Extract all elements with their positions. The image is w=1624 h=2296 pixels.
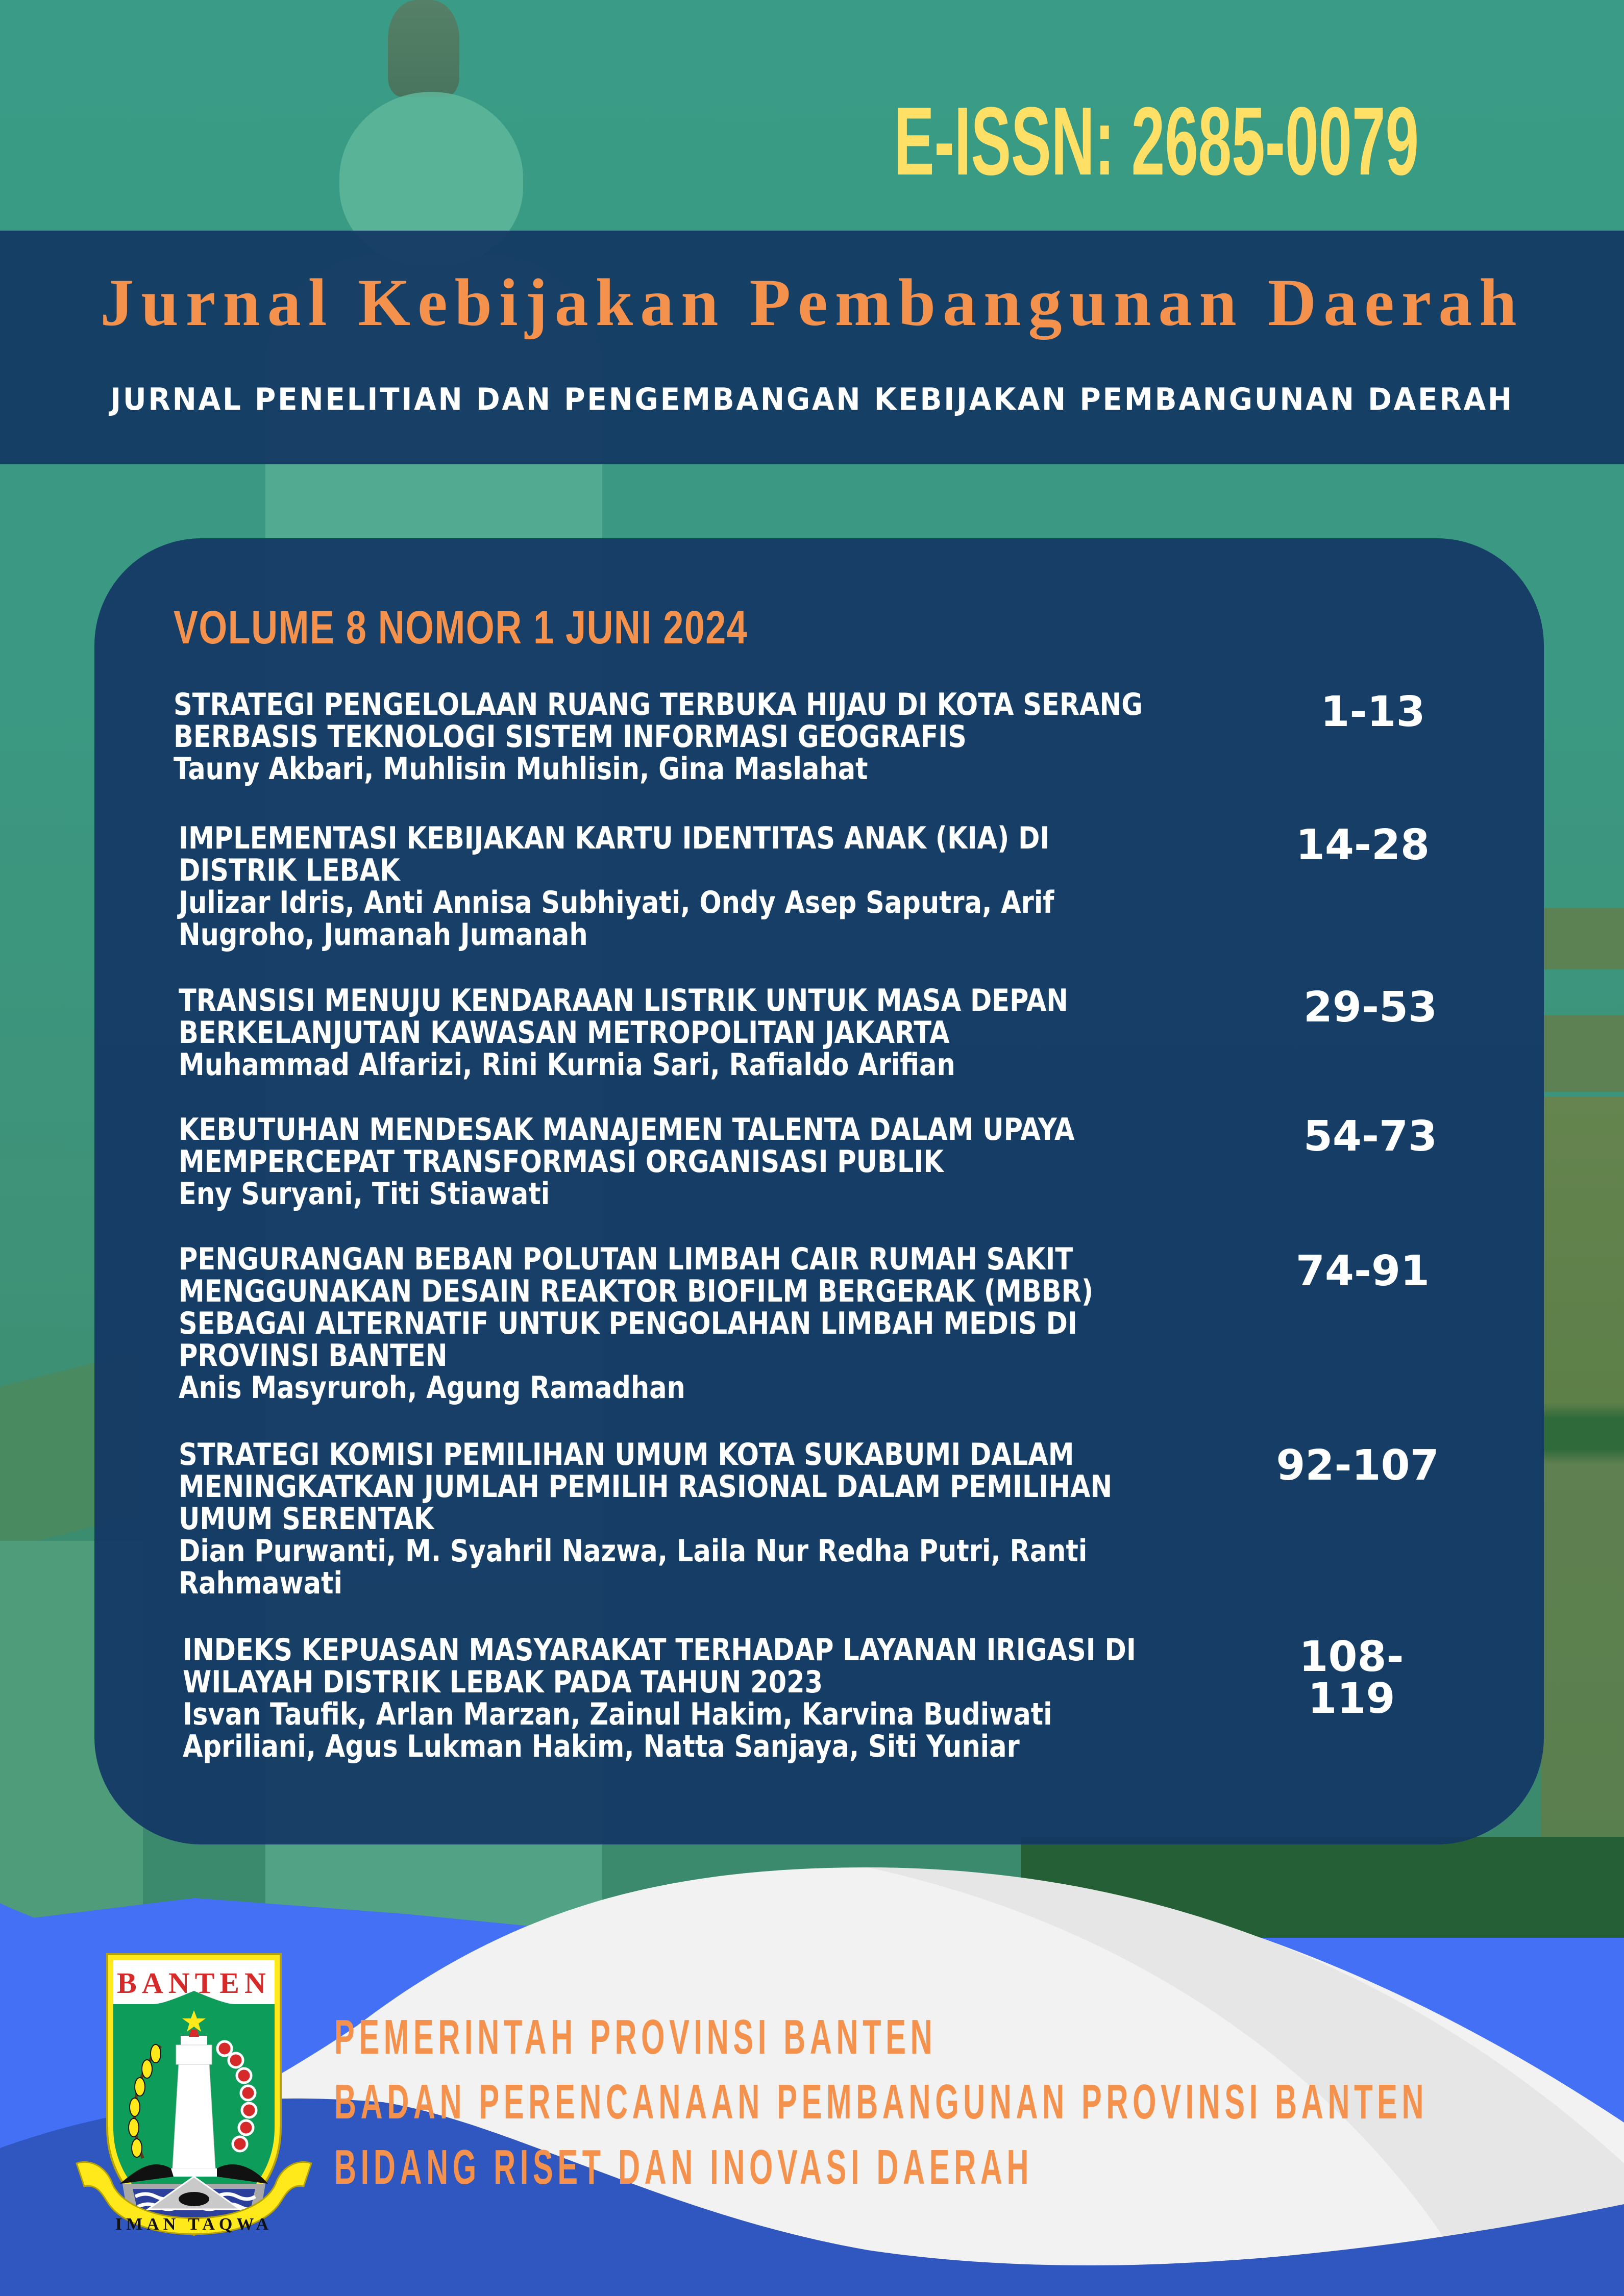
author-line: Anis Masyruroh, Agung Ramadhan: [179, 1370, 685, 1406]
tower-ornament: [388, 0, 459, 97]
title-line: STRATEGI PENGELOLAAN RUANG TERBUKA HIJAU DI KOTA SERANG: [174, 687, 1143, 722]
author-line: Tauny Akbari, Muhlisin Muhlisin, Gina Maslahat: [174, 751, 868, 787]
article-title: [183, 1634, 1207, 1699]
author-line: Nugroho, Jumanah Jumanah: [179, 917, 588, 953]
author-line: Isvan Taufik, Arlan Marzan, Zainul Hakim, Karvina Budiwati: [183, 1696, 1052, 1732]
footer-org-line-2: BADAN PERENCANAAN PEMBANGUNAN PROVINSI BANTEN: [334, 2075, 1429, 2129]
author-line: Muhammad Alfarizi, Rini Kurnia Sari, Rafialdo Arifian: [179, 1047, 955, 1083]
title-line: UMUM SERENTAK: [179, 1501, 434, 1537]
logo-motto: IMAN TAQWA: [115, 2215, 273, 2234]
title-line: TRANSISI MENUJU KENDARAAN LISTRIK UNTUK MASA DEPAN: [179, 983, 1068, 1018]
page-range: 74-91: [1295, 1247, 1430, 1295]
banten-coat-of-arms-icon: [71, 1944, 316, 2245]
title-line: IMPLEMENTASI KEBIJAKAN KARTU IDENTITAS ANAK (KIA) DI: [179, 820, 1050, 856]
volume-issue-label: VOLUME 8 NOMOR 1 JUNI 2024: [174, 602, 748, 654]
article-authors: [174, 753, 1197, 785]
issn-label: E-ISSN: 2685-0079: [894, 87, 1419, 195]
article-entry: [179, 1114, 1557, 1210]
article-title: [179, 822, 1202, 887]
article-entry: [179, 822, 1557, 951]
journal-title: Jurnal Kebijakan Pembangunan Daerah: [100, 265, 1524, 340]
page-range: 108-119: [1299, 1633, 1404, 1723]
title-line: INDEKS KEPUASAN MASYARAKAT TERHADAP LAYANAN IRIGASI DI: [183, 1632, 1136, 1668]
footer-org-line-3: BIDANG RISET DAN INOVASI DAERAH: [334, 2140, 1034, 2194]
article-title: [179, 1243, 1202, 1372]
article-entry: [174, 689, 1552, 785]
author-line: Rahmawati: [179, 1565, 342, 1601]
page-range: 29-53: [1303, 983, 1438, 1032]
page-range: 92-107: [1276, 1441, 1439, 1490]
journal-subtitle: JURNAL PENELITIAN DAN PENGEMBANGAN KEBIJAKAN PEMBANGUNAN DAERAH: [110, 382, 1514, 417]
title-line: MEMPERCEPAT TRANSFORMASI ORGANISASI PUBLIK: [179, 1144, 944, 1180]
author-line: Dian Purwanti, M. Syahril Nazwa, Laila Nur Redha Putri, Ranti: [179, 1533, 1088, 1569]
article-entry: [179, 985, 1557, 1081]
article-entry: [179, 1439, 1557, 1600]
article-authors: [179, 1049, 1202, 1081]
article-authors: [179, 1372, 1202, 1404]
article-title: [179, 1114, 1202, 1178]
article-authors: [183, 1696, 1207, 1764]
logo-top-text: BANTEN: [117, 1966, 271, 2000]
article-entry: [183, 1634, 1561, 1763]
article-entry: [179, 1243, 1557, 1404]
article-title: [174, 689, 1197, 753]
title-line: WILAYAH DISTRIK LEBAK PADA TAHUN 2023: [183, 1664, 823, 1700]
page-range: 14-28: [1295, 821, 1430, 869]
title-line: MENINGKATKAN JUMLAH PEMILIH RASIONAL DALAM PEMILIHAN: [179, 1469, 1113, 1505]
title-line: STRATEGI KOMISI PEMILIHAN UMUM KOTA SUKABUMI DALAM: [179, 1437, 1074, 1473]
article-authors: [179, 1535, 1202, 1600]
article-authors: [179, 887, 1202, 951]
author-line: Julizar Idris, Anti Annisa Subhiyati, Ondy Asep Saputra, Arif: [179, 885, 1054, 920]
title-line: SEBAGAI ALTERNATIF UNTUK PENGOLAHAN LIMBAH MEDIS DI: [179, 1306, 1077, 1341]
title-line: PROVINSI BANTEN: [179, 1338, 448, 1374]
author-line: Eny Suryani, Titi Stiawati: [179, 1176, 550, 1212]
title-line: KEBUTUHAN MENDESAK MANAJEMEN TALENTA DALAM UPAYA: [179, 1112, 1075, 1147]
author-line: Apriliani, Agus Lukman Hakim, Natta Sanjaya, Siti Yuniar: [183, 1729, 1020, 1764]
page-range: 1-13: [1320, 688, 1425, 736]
article-authors: [179, 1178, 1202, 1210]
article-title: [179, 1439, 1202, 1535]
page-range: 54-73: [1303, 1112, 1438, 1161]
footer-org-line-1: PEMERINTAH PROVINSI BANTEN: [334, 2010, 937, 2064]
article-title: [179, 985, 1202, 1049]
title-line: DISTRIK LEBAK: [179, 853, 400, 888]
title-line: BERKELANJUTAN KAWASAN METROPOLITAN JAKARTA: [179, 1015, 950, 1051]
title-line: BERBASIS TEKNOLOGI SISTEM INFORMASI GEOGRAFIS: [174, 719, 967, 755]
title-line: MENGGUNAKAN DESAIN REAKTOR BIOFILM BERGERAK (MBBR): [179, 1274, 1094, 1309]
title-line: PENGURANGAN BEBAN POLUTAN LIMBAH CAIR RUMAH SAKIT: [179, 1241, 1073, 1277]
